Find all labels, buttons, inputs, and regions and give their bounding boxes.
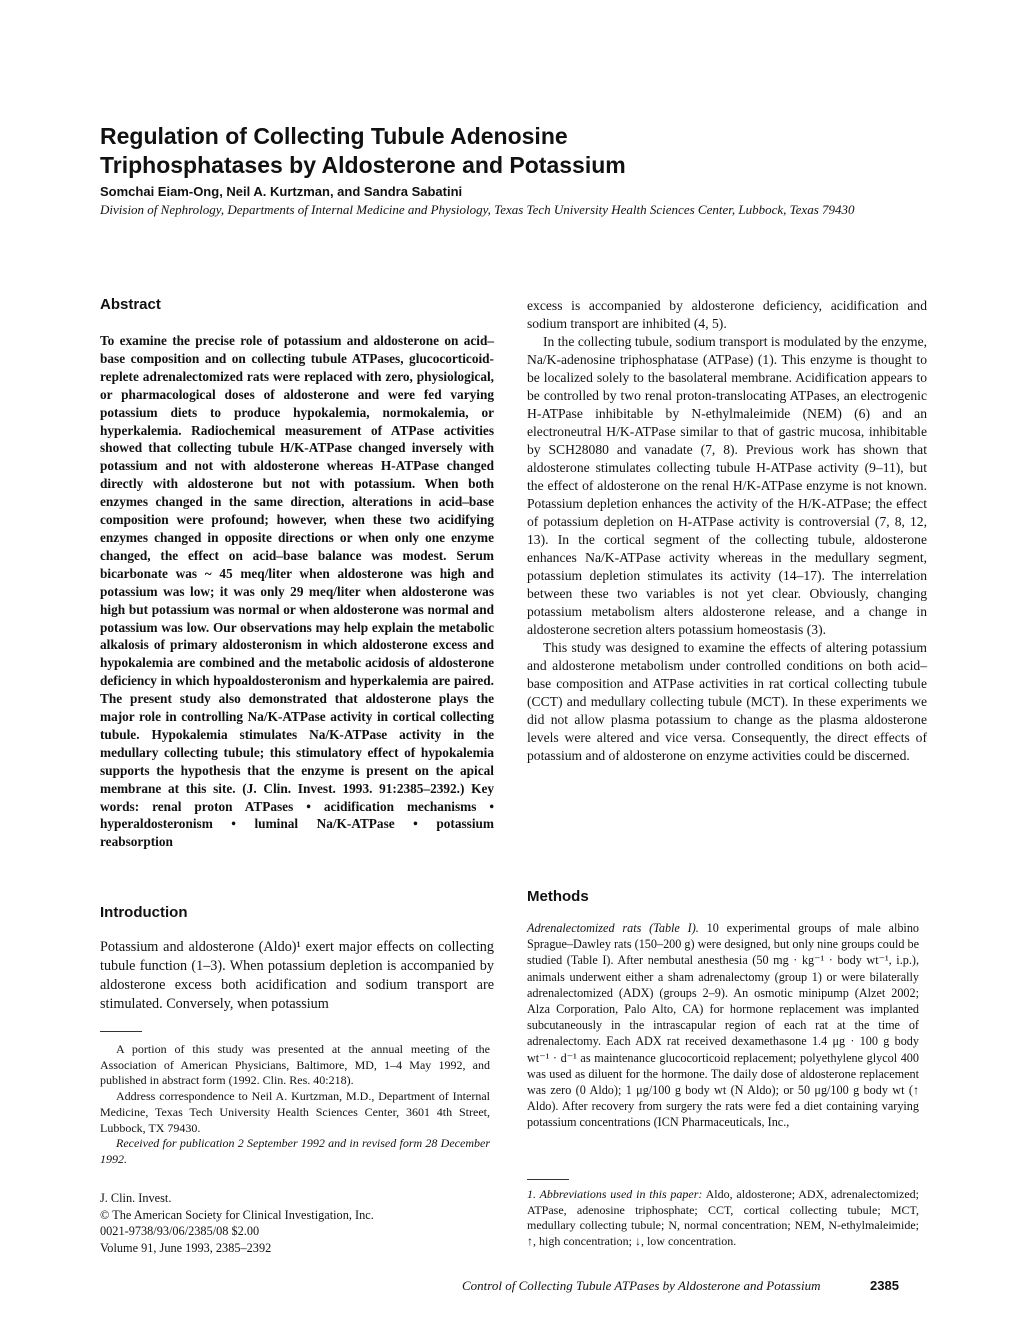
- abstract-paragraph: To examine the precise role of potassium and aldosterone on acid–base composition and on collecting tubule ATPases, glucocorticoid-replete adrenalectomized rats were replaced with zero, physiological, or pharmacological doses of aldosterone and were fed varying potassium diets to produce hypokalemia, normokalemia, or hyperkalemia. Radiochemical measurement of ATPase activities showed that collecting tubule H/K-ATPase changed inversely with potassium and not with aldosterone whereas H-ATPase changed directly with aldosterone but not with potassium. When both enzymes changed in the same direction, alterations in acid–base composition were profound; however, when these two acidifying enzymes changed in opposite directions or when only one enzyme changed, the effect on acid–base balance was modest. Serum bicarbonate was ~ 45 meq/liter when aldosterone was high and potassium was low; it was only 29 meq/liter when aldosterone was high but potassium was normal or when aldosterone was normal and potassium was low. Our observations may help explain the metabolic alkalosis of primary aldosteronism in which aldosterone excess and hypokalemia are combined and the metabolic acidosis of aldosterone deficiency in which hypoaldosteronism and hyperkalemia are paired. The present study also demonstrated that aldosterone plays the major role in controlling Na/K-ATPase activity in cortical collecting tubule. Hypokalemia stimulates Na/K-ATPase activity in the medullary collecting tubule; this stimulatory effect of hypokalemia supports the hypothesis that the enzyme is present on the apical membrane at this site. (J. Clin. Invest. 1993. 91:2385–2392.) Key words: renal proton ATPases • acidification mechanisms • hyperaldosteronism • luminal Na/K-ATPase • potassium reabsorption: [100, 333, 494, 850]
- methods-body: [527, 920, 919, 1131]
- methods-subheading: Adrenalectomized rats (Table I).: [527, 921, 699, 935]
- footnote-correspondence: Address correspondence to Neil A. Kurtzman, M.D., Department of Internal Medicine, Texas Tech University Health Sciences Center, 3601 4th Street, Lubbock, TX 79430.: [100, 1089, 490, 1135]
- methods-text: 10 experimental groups of male albino Sprague–Dawley rats (150–200 g) were designed, but only nine groups could be studied (Table I). After nembutal anesthesia (50 mg · kg⁻¹ · body wt⁻¹, i.p.), animals underwent either a sham adrenalectomy (group 1) or were bilaterally adrenalectomized (ADX) (groups 2–9). An osmotic minipump (Alzet 2002; Alza Corporation, Palo Alto, CA) for hormone replacement was implanted subcutaneously in the intrascapular region of each rat at the time of adrenalectomy. Each ADX rat received dexamethasone 1.4 μg · 100 g body wt⁻¹ · d⁻¹ as maintenance glucocorticoid replacement; polyethylene glycol 400 was used as diluent for the hormone. The daily dose of aldosterone replacement was zero (0 Aldo); 1 μg/100 g body wt (N Aldo); or 50 μg/100 g body wt (↑ Aldo). After recovery from surgery the rats were fed a diet containing varying potassium concentrations (ICN Pharmaceuticals, Inc.,: [527, 921, 920, 1130]
- introduction-body: [100, 938, 494, 1014]
- abbreviations-text: Aldo, aldosterone; ADX, adrenalectomized; ATPase, adenosine triphosphate; CCT, cortical collecting tubule; MCT, medullary collecting tubule; N, normal concentration; NEM, N-ethylmaleimide; ↑, high concentration; ↓, low concentration.: [527, 1187, 919, 1249]
- authors: Somchai Eiam-Ong, Neil A. Kurtzman, and Sandra Sabatini: [100, 184, 463, 199]
- abstract-heading: Abstract: [100, 296, 161, 313]
- page-number: 2385: [870, 1278, 899, 1293]
- footnote-divider-left: [100, 1031, 142, 1032]
- affiliation: Division of Nephrology, Departments of Internal Medicine and Physiology, Texas Tech University Health Sciences Center, Lubbock, Texas 79430: [100, 202, 855, 217]
- right-column-body: [527, 297, 927, 765]
- title-line-1: Regulation of Collecting Tubule Adenosine: [100, 123, 568, 149]
- introduction-heading: Introduction: [100, 904, 188, 921]
- abbreviations-paragraph: [527, 1187, 919, 1250]
- journal-copyright: © The American Society for Clinical Investigation, Inc.: [100, 1207, 374, 1222]
- intro-paragraph-3: This study was designed to examine the effects of altering potassium and aldosterone metabolism under controlled conditions on both acid–base composition and ATPase activities in rat cortical collecting tubule (CCT) and medullary collecting tubule (MCT). In these experiments we did not allow plasma potassium to change as the plasma aldosterone levels were altered and vice versa. Consequently, the direct effects of potassium and of aldosterone on enzyme activities could be discerned.: [527, 640, 927, 763]
- abstract-body: [100, 332, 494, 851]
- footnote-received: Received for publication 2 September 1992 and in revised form 28 December 1992.: [100, 1136, 490, 1166]
- footnotes-left: [100, 1042, 490, 1168]
- intro-paragraph-2: In the collecting tubule, sodium transport is modulated by the enzyme, Na/K-adenosine triphosphatase (ATPase) (1). This enzyme is thought to be localized solely to the basolateral membrane. Acidification appears to be controlled by two renal proton-translocating ATPases, an electrogenic H-ATPase inhibitable by N-ethylmaleimide (NEM) (6) and an electroneutral H/K-ATPase similar to that of gastric mucosa, inhibitable by SCH28080 and vanadate (7, 8). Previous work has shown that aldosterone stimulates collecting tubule H-ATPase activity (9–11), but the effect of aldosterone on the renal H/K-ATPase enzyme is not known. Potassium depletion enhances the activity of the H/K-ATPase; the effect of potassium depletion on H-ATPase activity is controversial (7, 8, 12, 13). In the cortical segment of the collecting tubule, aldosterone enhances Na/K-ATPase activity whereas in the medullary segment, potassium depletion stimulates its activity (14–17). The interrelation between these two variables is not yet clear. Obviously, changing potassium metabolism alters aldosterone release, and a change in aldosterone secretion alters potassium homeostasis (3).: [527, 334, 927, 637]
- footnote-abbreviations: [527, 1187, 919, 1250]
- journal-issn: 0021-9738/93/06/2385/08 $2.00: [100, 1224, 260, 1238]
- paper-title: [100, 122, 920, 180]
- running-title: Control of Collecting Tubule ATPases by Aldosterone and Potassium: [462, 1278, 821, 1293]
- methods-heading: Methods: [527, 888, 589, 905]
- footnote-divider-right: [527, 1179, 569, 1180]
- journal-name: J. Clin. Invest.: [100, 1191, 172, 1205]
- footnote-presentation: A portion of this study was presented at the annual meeting of the Association of American Physicians, Baltimore, MD, 1–4 May 1992, and published in abstract form (1992. Clin. Res. 40:218).: [100, 1042, 490, 1088]
- methods-paragraph: [527, 920, 919, 1131]
- introduction-paragraph: Potassium and aldosterone (Aldo)¹ exert major effects on collecting tubule function (1–3). When potassium depletion is accompanied by aldosterone excess both acidification and sodium transport are stimulated. Conversely, when potassium: [100, 939, 494, 1012]
- title-line-2: Triphosphatases by Aldosterone and Potassium: [100, 152, 626, 178]
- journal-volume: Volume 91, June 1993, 2385–2392: [100, 1240, 272, 1255]
- abbreviations-lead: 1. Abbreviations used in this paper:: [527, 1187, 703, 1201]
- intro-continued-paragraph: excess is accompanied by aldosterone deficiency, acidification and sodium transport are inhibited (4, 5).: [527, 298, 927, 331]
- journal-info: [100, 1190, 374, 1256]
